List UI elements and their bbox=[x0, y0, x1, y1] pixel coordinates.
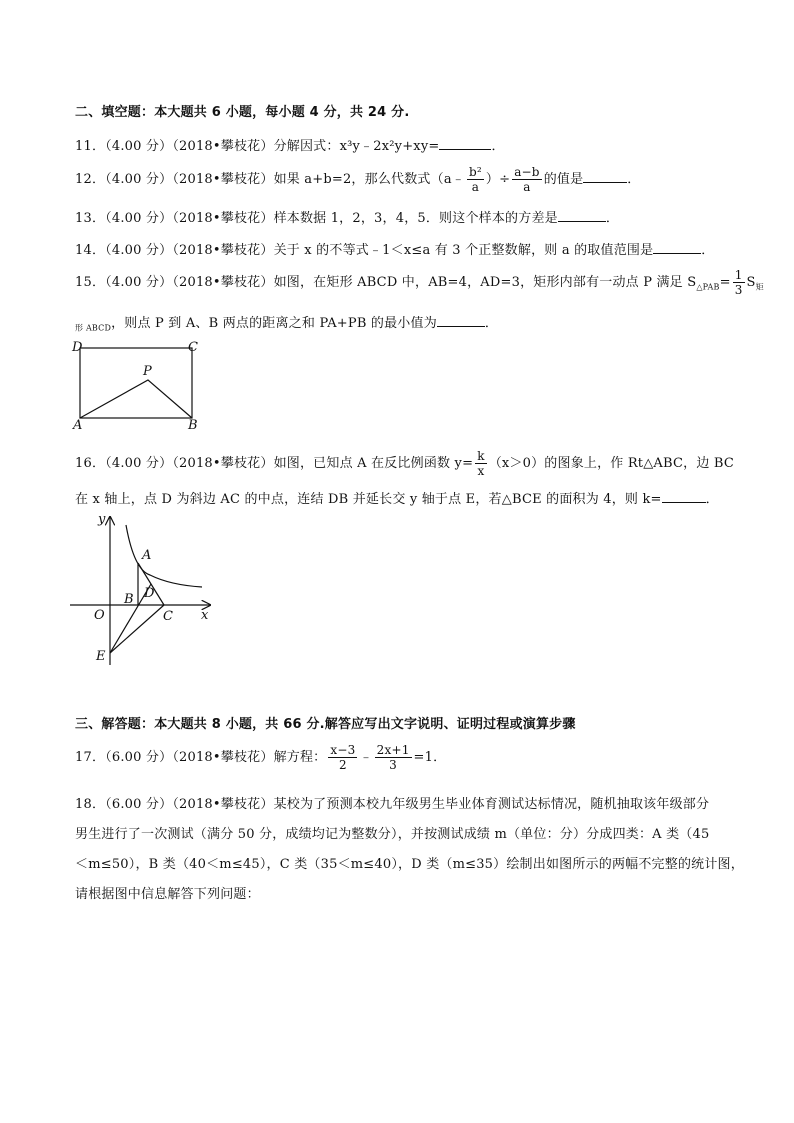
label-b: B bbox=[188, 418, 198, 433]
q12-f1-denominator: a bbox=[471, 180, 480, 194]
q13-suffix: ． bbox=[605, 211, 620, 226]
question-18-line-4: 请根据图中信息解答下列问题： bbox=[75, 887, 260, 902]
question-15-line-2 bbox=[75, 313, 498, 338]
question-17 bbox=[75, 740, 446, 776]
q12-f1-numerator: b² bbox=[468, 165, 482, 179]
section-2-heading: 二、填空题：本大题共 6 小题，每小题 4 分，共 24 分. bbox=[75, 105, 410, 120]
label-y: y bbox=[98, 512, 106, 527]
label-c: C bbox=[163, 609, 173, 624]
q16-suffix: ． bbox=[705, 492, 719, 507]
label-a: A bbox=[73, 418, 83, 433]
q12-operator: ）÷ bbox=[485, 172, 511, 187]
q15-suffix: ． bbox=[484, 316, 499, 331]
section-3-heading: 三、解答题：本大题共 8 小题，共 66 分.解答应写出文字说明、证明过程或演算步骤 bbox=[75, 717, 576, 732]
q12-fraction-2 bbox=[512, 165, 542, 194]
q12-suffix: ． bbox=[627, 172, 641, 187]
q15-subscript-2: 矩 bbox=[755, 282, 764, 292]
q17-fraction-1 bbox=[328, 743, 357, 772]
q16-f-denominator: x bbox=[477, 464, 485, 478]
q14-answer-blank[interactable] bbox=[653, 240, 701, 254]
label-d: D bbox=[72, 340, 83, 355]
q11-text: 11．（4.00 分）（2018•攀枝花）分解因式：x³y﹣2x²y+xy= bbox=[75, 139, 440, 154]
q13-text: 13．（4.00 分）（2018•攀枝花）样本数据 1，2，3，4，5．则这个样本的方差是 bbox=[75, 211, 558, 226]
q15-line2-text: ，则点 P 到 A、B 两点的距离之和 PA+PB 的最小值为 bbox=[111, 316, 437, 331]
q17-fraction-2 bbox=[375, 743, 412, 772]
q17-f2-denominator: 3 bbox=[389, 758, 398, 772]
q12-fraction-1 bbox=[467, 165, 484, 194]
label-e: E bbox=[96, 649, 106, 664]
label-c: C bbox=[188, 340, 198, 355]
q15-equals: = bbox=[719, 275, 731, 290]
hyperbola-curve bbox=[126, 525, 202, 587]
q12-answer-blank[interactable] bbox=[583, 169, 627, 183]
q15-fraction bbox=[733, 268, 745, 297]
q15-f-numerator: 1 bbox=[734, 268, 743, 282]
q15-s2: S bbox=[746, 275, 756, 290]
q16-text: 16．（4.00 分）（2018•攀枝花）如图，已知点 A 在反比例函数 y= bbox=[75, 456, 474, 471]
segment-ec bbox=[110, 605, 164, 653]
label-a: A bbox=[142, 548, 152, 563]
q16-fraction bbox=[475, 449, 486, 478]
q16-f-numerator: k bbox=[477, 449, 485, 463]
question-12 bbox=[75, 164, 641, 196]
question-15-line-1 bbox=[75, 268, 764, 303]
question-13 bbox=[75, 208, 619, 228]
q15-text: 15．（4.00 分）（2018•攀枝花）如图，在矩形 ABCD 中，AB=4，AD=3，矩形内部有一动点 P 满足 S bbox=[75, 275, 697, 290]
label-o: O bbox=[94, 608, 105, 623]
q12-f2-numerator: a−b bbox=[514, 165, 540, 179]
q17-f2-numerator: 2x+1 bbox=[376, 743, 410, 757]
q16-mid: （x＞0）的图象上，作 Rt△ABC，边 BC bbox=[488, 456, 735, 471]
q17-f1-denominator: 2 bbox=[338, 758, 347, 772]
q17-f1-numerator: x−3 bbox=[330, 743, 356, 757]
question-18-line-1: 18．（6.00 分）（2018•攀枝花）某校为了预测本校九年级男生毕业体育测试达标情况，随机抽取该年级部分 bbox=[75, 797, 710, 812]
label-x: x bbox=[201, 608, 209, 623]
question-14 bbox=[75, 240, 715, 260]
q12-text: 12．（4.00 分）（2018•攀枝花）如果 a+b=2，那么代数式（a﹣ bbox=[75, 172, 465, 187]
q14-suffix: ． bbox=[701, 243, 715, 258]
q17-text: 17．（6.00 分）（2018•攀枝花）解方程： bbox=[75, 750, 327, 765]
q15-f-denominator: 3 bbox=[734, 283, 743, 297]
triangle-pab bbox=[80, 380, 192, 418]
q17-operator: ﹣ bbox=[359, 750, 373, 765]
q16-coordinate-figure bbox=[60, 505, 220, 675]
question-18-line-3: ＜m≤50），B 类（40＜m≤45），C 类（35＜m≤40），D 类（m≤35）绘制出如图所示的两幅不完整的统计图， bbox=[75, 857, 744, 872]
q11-suffix: ． bbox=[491, 139, 505, 154]
q17-suffix: =1． bbox=[413, 750, 447, 765]
q11-answer-blank[interactable] bbox=[439, 136, 491, 150]
q16-answer-blank[interactable] bbox=[662, 489, 706, 503]
q13-answer-blank[interactable] bbox=[558, 208, 606, 222]
q12-f2-denominator: a bbox=[523, 180, 531, 194]
q15-rectangle-figure bbox=[60, 335, 220, 435]
q12-tail: 的值是 bbox=[543, 172, 584, 187]
question-16-line-1 bbox=[75, 448, 734, 480]
label-d: D bbox=[144, 586, 155, 601]
q15-answer-blank[interactable] bbox=[437, 313, 485, 327]
label-b: B bbox=[124, 592, 134, 607]
q14-text: 14．（4.00 分）（2018•攀枝花）关于 x 的不等式﹣1＜x≤a 有 3 个正整数解，则 a 的取值范围是 bbox=[75, 243, 654, 258]
rectangle-abcd bbox=[80, 348, 192, 418]
q15-line2-subscript: 形 ABCD bbox=[75, 323, 112, 333]
q15-subscript-1: △PAB bbox=[696, 282, 720, 292]
question-11 bbox=[75, 136, 505, 156]
question-18-line-2: 男生进行了一次测试（满分 50 分，成绩均记为整数分），并按测试成绩 m（单位：分）分成四类：A 类（45 bbox=[75, 827, 710, 842]
label-p: P bbox=[143, 364, 152, 379]
q16-line2-text: 在 x 轴上，点 D 为斜边 AC 的中点，连结 DB 并延长交 y 轴于点 E，若△BCE 的面积为 4，则 k= bbox=[75, 492, 662, 507]
